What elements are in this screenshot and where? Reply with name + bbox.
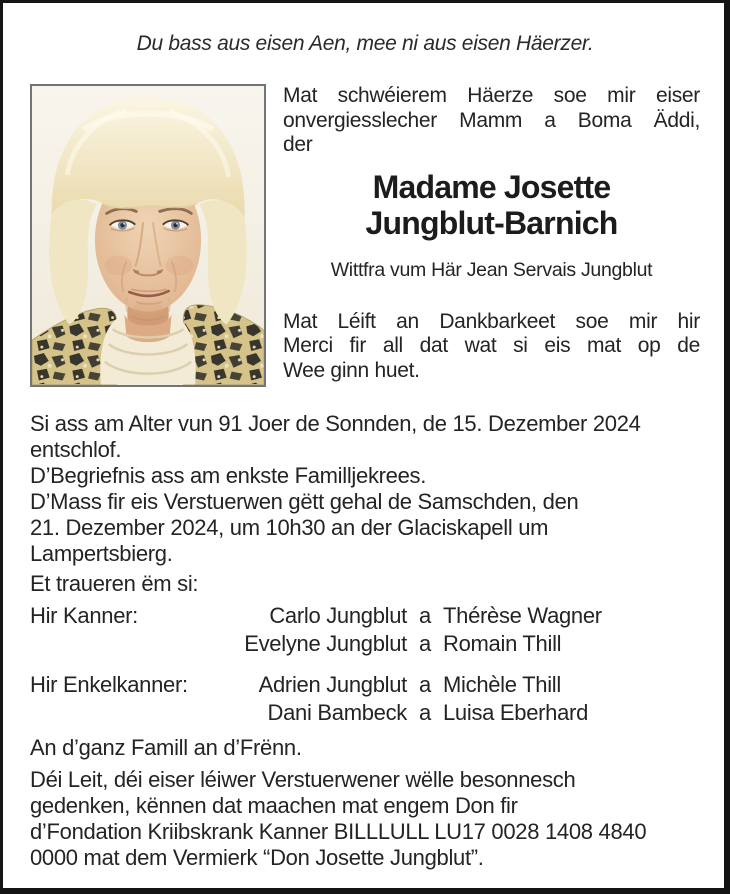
family-row bbox=[30, 602, 700, 630]
family-member-name: Carlo Jungblut bbox=[269, 603, 407, 628]
death-details-line: D’Begriefnis ass am enkste Familljekrees. bbox=[30, 463, 427, 488]
family-member-name: Thérèse Wagner bbox=[443, 603, 602, 628]
family-member-name: Adrien Jungblut bbox=[258, 672, 407, 697]
family-member-name: Dani Bambeck bbox=[267, 700, 407, 725]
intro-line: onvergiesslecher Mamm a Boma Äddi, bbox=[283, 108, 700, 132]
portrait-photo-illustration bbox=[32, 86, 264, 385]
death-details-line: Lampertsbierg. bbox=[30, 541, 173, 566]
family-row bbox=[30, 671, 700, 699]
family-row-label bbox=[30, 699, 235, 727]
deceased-name bbox=[283, 169, 700, 241]
family-list bbox=[30, 602, 700, 727]
donation-line: 0000 mat dem Vermierk “Don Josette Jungblut”. bbox=[30, 845, 484, 870]
thanks-paragraph bbox=[283, 310, 700, 384]
family-row bbox=[30, 699, 700, 727]
couple-separator: a bbox=[419, 700, 431, 725]
thanks-line: Merci fir all dat wat si eis mat op de bbox=[283, 334, 700, 357]
family-member-name: Romain Thill bbox=[443, 631, 562, 656]
thanks-line: Wee ginn huet. bbox=[283, 358, 420, 382]
donation-line: gedenken, kënnen dat maachen mat engem Don fir bbox=[30, 793, 518, 818]
donation-line: d’Fondation Kriibskrank Kanner BILLLULL LU17 0028 1408 4840 bbox=[30, 819, 647, 844]
family-row-label: Hir Enkelkanner: bbox=[30, 672, 188, 697]
mourning-intro: Et traueren ëm si: bbox=[30, 571, 199, 596]
couple-separator: a bbox=[419, 603, 431, 628]
death-details-line: Si ass am Alter vun 91 Joer de Sonnden, de 15. Dezember 2024 bbox=[30, 411, 641, 436]
closing-line: An d’ganz Famill an d’Frënn. bbox=[30, 735, 302, 760]
announcement-column bbox=[283, 84, 700, 387]
widow-line: Wittfra vum Här Jean Servais Jungblut bbox=[330, 258, 653, 281]
family-row-label: Hir Kanner: bbox=[30, 603, 138, 628]
intro-paragraph bbox=[283, 84, 700, 158]
family-member-name: Evelyne Jungblut bbox=[244, 631, 407, 656]
memorial-quote: Du bass aus eisen Aen, mee ni aus eisen Häerzer. bbox=[136, 32, 594, 55]
intro-line: der bbox=[283, 133, 313, 156]
death-details-line: entschlof. bbox=[30, 437, 122, 462]
couple-separator: a bbox=[419, 672, 431, 697]
donation-paragraph bbox=[30, 767, 700, 871]
couple-separator: a bbox=[419, 631, 431, 656]
family-member-name: Luisa Eberhard bbox=[443, 700, 589, 725]
death-details-line: 21. Dezember 2024, um 10h30 an der Glaciskapell um bbox=[30, 515, 549, 540]
thanks-line: Mat Léift an Dankbarkeet soe mir hir bbox=[283, 309, 700, 333]
intro-line: Mat schwéierem Häerze soe mir eiser bbox=[283, 84, 700, 107]
family-member-name: Michèle Thill bbox=[443, 672, 561, 697]
portrait-photo bbox=[30, 84, 266, 387]
death-details-line: D’Mass fir eis Verstuerwen gëtt gehal de Samschden, den bbox=[30, 489, 579, 514]
header-row bbox=[30, 84, 700, 387]
donation-line: Déi Leit, déi eiser léiwer Verstuerwener wëlle besonnesch bbox=[30, 767, 576, 792]
death-details-paragraph bbox=[30, 411, 700, 567]
family-row bbox=[30, 630, 700, 658]
family-row-label bbox=[30, 630, 235, 658]
deceased-name-line: Jungblut-Barnich bbox=[365, 204, 618, 241]
deceased-name-line: Madame Josette bbox=[372, 168, 611, 205]
